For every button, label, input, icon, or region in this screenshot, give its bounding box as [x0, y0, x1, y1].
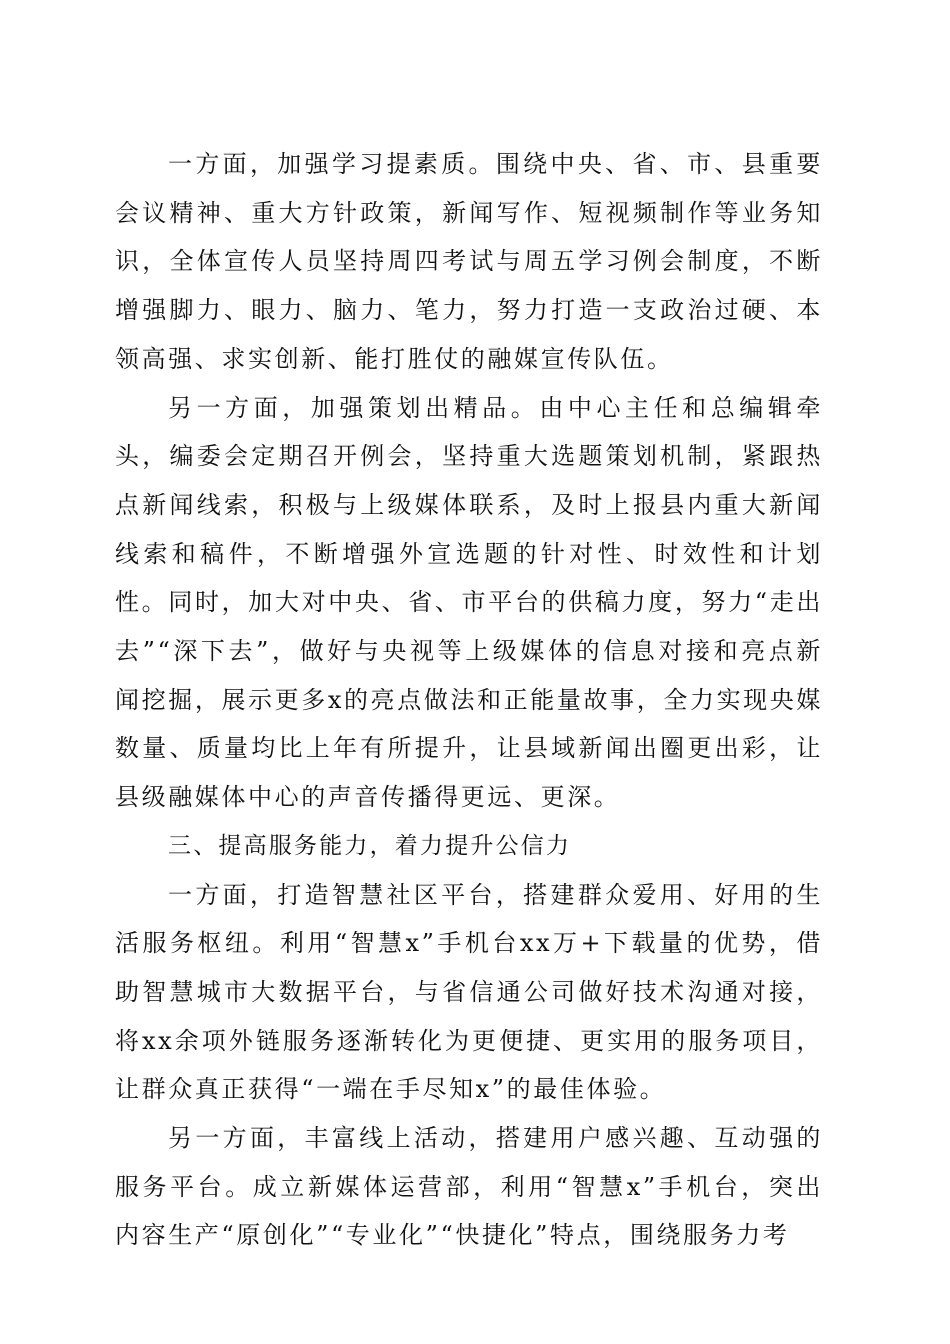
- paragraph-planning: 另一方面，加强策划出精品。由中心主任和总编辑牵头，编委会定期召开例会，坚持重大选题策划机制，紧跟热点新闻线索，积极与上级媒体联系，及时上报县内重大新闻线索和稿件，不断增强外宣选题的针对性、时效性和计划性。同时，加大对中央、省、市平台的供稿力度，努力“走出去”“深下去”，做好与央视等上级媒体的信息对接和亮点新闻挖掘，展示更多x的亮点做法和正能量故事，全力实现央媒数量、质量均比上年有所提升，让县域新闻出圈更出彩，让县级融媒体中心的声音传播得更远、更深。: [115, 393, 823, 812]
- paragraph-online-activities: 另一方面，丰富线上活动，搭建用户感兴趣、互动强的服务平台。成立新媒体运营部，利用“智慧x”手机台，突出内容生产“原创化”“专业化”“快捷化”特点，围绕服务力考: [115, 1124, 823, 1250]
- document-page: [115, 140, 823, 1260]
- paragraph-study: 一方面，加强学习提素质。围绕中央、省、市、县重要会议精神、重大方针政策，新闻写作、短视频制作等业务知识，全体宣传人员坚持周四考试与周五学习例会制度，不断增强脚力、眼力、脑力、笔力，努力打造一支政治过硬、本领高强、求实创新、能打胜仗的融媒宣传队伍。: [115, 150, 823, 373]
- section-heading: 三、提高服务能力，着力提升公信力: [168, 832, 572, 859]
- paragraph-smart-community: 一方面，打造智慧社区平台，搭建群众爱用、好用的生活服务枢纽。利用“智慧x”手机台xx万+下载量的优势，借助智慧城市大数据平台，与省信通公司做好技术沟通对接，将xx余项外链服务逐渐转化为更便捷、更实用的服务项目，让群众真正获得“一端在手尽知x”的最佳体验。: [115, 880, 823, 1104]
